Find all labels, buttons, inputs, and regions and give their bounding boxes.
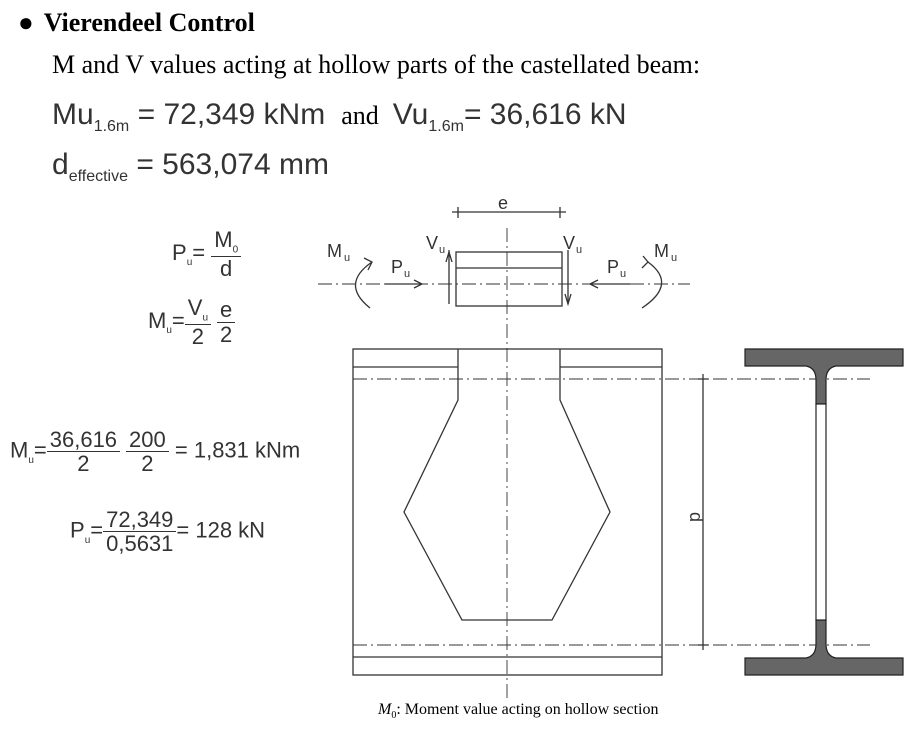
- d-subscript: effective: [68, 168, 128, 185]
- denominator: d: [220, 255, 233, 281]
- equals-sign: =: [33, 437, 47, 463]
- mu-result: = 1,831 kNm: [174, 437, 301, 463]
- hexagonal-opening: [404, 349, 610, 620]
- numerator: M: [214, 227, 233, 252]
- numerator-subscript: 0: [232, 244, 239, 256]
- pu-result: = 128 kN: [176, 517, 266, 543]
- vu-right-subscript: u: [576, 244, 583, 256]
- fraction-pu: $\frac{72,349}{0,5631}$: [103, 508, 176, 555]
- d-number: = 563,074 mm: [136, 148, 329, 181]
- mu-right-subscript: u: [671, 252, 678, 264]
- pu-right-subscript: u: [620, 268, 627, 280]
- mu-symbol: M: [148, 307, 167, 333]
- beam-elevation-outline: [353, 349, 662, 675]
- denominator: 2: [191, 323, 204, 349]
- d-label: d: [686, 512, 706, 523]
- mu-subscript: u: [28, 454, 34, 466]
- mu-left-label: M: [327, 241, 342, 261]
- mu-left-arc: [355, 262, 372, 308]
- vu-left-subscript: u: [439, 244, 446, 256]
- pu-symbol: P: [70, 517, 85, 543]
- pu-subscript: u: [186, 257, 193, 269]
- equals-sign: =: [171, 307, 185, 333]
- tee-section-rect: [456, 252, 562, 306]
- mu-subscript: 1.6m: [93, 118, 130, 135]
- mu-number: = 72,349 kNm: [137, 98, 326, 131]
- mu-symbol: M: [10, 437, 29, 463]
- fraction-vu-value: $\frac{36,616}{2}$: [47, 428, 120, 475]
- fraction-e-value: $\frac{200}{2}$: [126, 428, 169, 475]
- caption-subscript: 0: [391, 710, 397, 722]
- pu-subscript: u: [84, 534, 91, 546]
- equals-sign: =: [192, 239, 206, 265]
- caption-symbol: M: [378, 701, 392, 718]
- pu-symbol: P: [172, 239, 187, 265]
- heading-title: Vierendeel Control: [43, 8, 255, 37]
- pu-right-label: P: [607, 257, 620, 277]
- mu-subscript: u: [166, 325, 172, 337]
- vu-left-label: V: [426, 233, 439, 253]
- mu-symbol: Mu: [52, 98, 94, 131]
- mu-right-label: M: [654, 241, 669, 261]
- bullet-icon: ●: [18, 8, 34, 37]
- denominator: 2: [220, 321, 233, 347]
- vu-subscript: 1.6m: [428, 118, 464, 135]
- mu-left-subscript: u: [344, 252, 351, 264]
- numerator-subscript: u: [202, 312, 208, 324]
- mu-right-arc: [642, 262, 662, 308]
- subtitle-text: M and V values acting at hollow parts of the castellated beam:: [52, 50, 701, 79]
- vu-symbol: Vu: [392, 98, 429, 131]
- fraction-e: $\frac{e}{2}$: [217, 298, 235, 345]
- diagram-caption: [378, 701, 659, 721]
- pu-left-label: P: [391, 257, 404, 277]
- e-label: e: [498, 193, 509, 213]
- equals-sign: =: [90, 517, 104, 543]
- vu-number: = 36,616 kN: [463, 98, 627, 131]
- and-word: and: [341, 101, 379, 130]
- vu-right-label: V: [563, 233, 576, 253]
- d-symbol: d: [52, 148, 69, 181]
- caption-text: : Moment value acting on hollow section: [396, 701, 659, 718]
- pu-left-subscript: u: [404, 268, 411, 280]
- numerator: V: [187, 295, 203, 320]
- i-section-profile: [745, 349, 903, 675]
